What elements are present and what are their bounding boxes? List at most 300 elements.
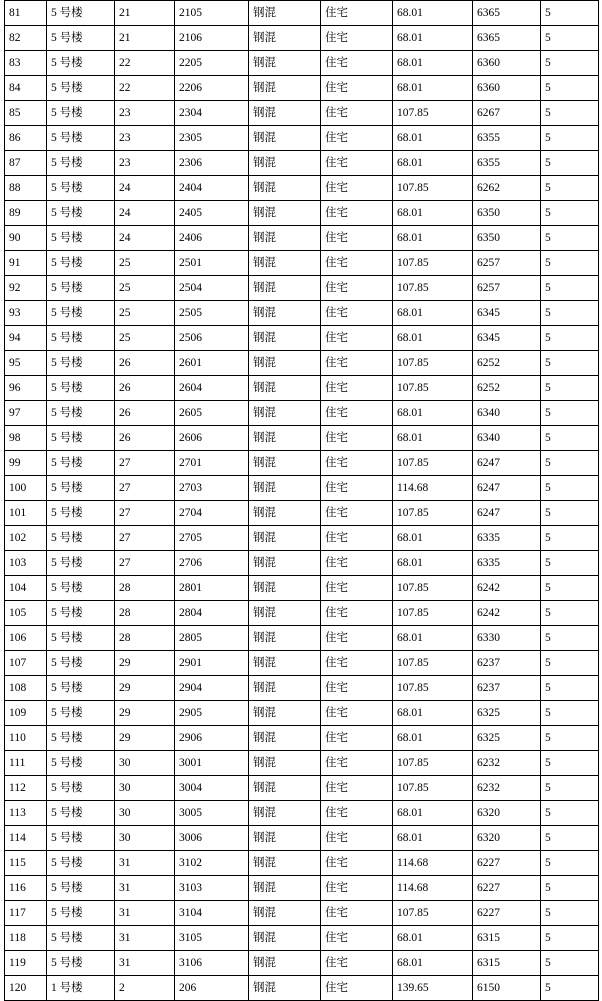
cell-room-number[interactable]: 2306 [175,151,249,176]
cell-unit-price[interactable]: 6150 [473,976,541,1001]
cell-area[interactable]: 68.01 [393,626,473,651]
cell-area[interactable]: 107.85 [393,651,473,676]
cell-structure[interactable]: 钢混 [249,651,321,676]
table-row[interactable] [5,726,599,751]
cell-building[interactable]: 5 号楼 [47,26,115,51]
table-row[interactable] [5,301,599,326]
cell-usage[interactable]: 住宅 [321,826,393,851]
cell-structure[interactable]: 钢混 [249,901,321,926]
cell-structure[interactable]: 钢混 [249,876,321,901]
cell-unit-price[interactable]: 6345 [473,326,541,351]
cell-room-number[interactable]: 3001 [175,751,249,776]
cell-room-number[interactable]: 2505 [175,301,249,326]
cell-usage[interactable]: 住宅 [321,651,393,676]
cell-building[interactable]: 5 号楼 [47,476,115,501]
cell-unit-price[interactable]: 6315 [473,951,541,976]
cell-row-index[interactable]: 109 [5,701,47,726]
cell-unit[interactable]: 30 [115,826,175,851]
cell-area[interactable]: 107.85 [393,251,473,276]
cell-floors[interactable]: 5 [541,401,599,426]
table-row[interactable] [5,151,599,176]
cell-floors[interactable]: 5 [541,476,599,501]
cell-floors[interactable]: 5 [541,501,599,526]
cell-room-number[interactable]: 2904 [175,676,249,701]
cell-room-number[interactable]: 3006 [175,826,249,851]
cell-building[interactable]: 5 号楼 [47,626,115,651]
cell-floors[interactable]: 5 [541,301,599,326]
cell-usage[interactable]: 住宅 [321,576,393,601]
table-row[interactable] [5,876,599,901]
cell-area[interactable]: 68.01 [393,526,473,551]
cell-structure[interactable]: 钢混 [249,801,321,826]
cell-room-number[interactable]: 2704 [175,501,249,526]
cell-floors[interactable]: 5 [541,201,599,226]
cell-room-number[interactable]: 2606 [175,426,249,451]
cell-usage[interactable]: 住宅 [321,126,393,151]
cell-area[interactable]: 107.85 [393,776,473,801]
cell-row-index[interactable]: 113 [5,801,47,826]
cell-structure[interactable]: 钢混 [249,1,321,26]
cell-room-number[interactable]: 2905 [175,701,249,726]
cell-building[interactable]: 5 号楼 [47,901,115,926]
cell-structure[interactable]: 钢混 [249,551,321,576]
cell-building[interactable]: 5 号楼 [47,726,115,751]
cell-unit-price[interactable]: 6355 [473,126,541,151]
table-row[interactable] [5,176,599,201]
table-row[interactable] [5,226,599,251]
cell-area[interactable]: 68.01 [393,951,473,976]
cell-building[interactable]: 5 号楼 [47,276,115,301]
cell-room-number[interactable]: 206 [175,976,249,1001]
table-row[interactable] [5,401,599,426]
cell-unit[interactable]: 25 [115,276,175,301]
cell-unit[interactable]: 21 [115,26,175,51]
cell-area[interactable]: 68.01 [393,701,473,726]
cell-area[interactable]: 68.01 [393,201,473,226]
cell-usage[interactable]: 住宅 [321,526,393,551]
cell-structure[interactable]: 钢混 [249,326,321,351]
cell-unit[interactable]: 31 [115,901,175,926]
cell-unit-price[interactable]: 6320 [473,826,541,851]
cell-area[interactable]: 68.01 [393,151,473,176]
cell-floors[interactable]: 5 [541,876,599,901]
table-row[interactable] [5,976,599,1001]
cell-building[interactable]: 5 号楼 [47,226,115,251]
cell-building[interactable]: 5 号楼 [47,376,115,401]
cell-row-index[interactable]: 88 [5,176,47,201]
cell-unit-price[interactable]: 6335 [473,526,541,551]
cell-area[interactable]: 68.01 [393,801,473,826]
cell-structure[interactable]: 钢混 [249,351,321,376]
cell-row-index[interactable]: 105 [5,601,47,626]
cell-usage[interactable]: 住宅 [321,176,393,201]
cell-row-index[interactable]: 115 [5,851,47,876]
cell-row-index[interactable]: 111 [5,751,47,776]
table-row[interactable] [5,126,599,151]
cell-unit[interactable]: 29 [115,676,175,701]
cell-unit-price[interactable]: 6330 [473,626,541,651]
cell-area[interactable]: 68.01 [393,726,473,751]
cell-building[interactable]: 5 号楼 [47,676,115,701]
cell-building[interactable]: 5 号楼 [47,326,115,351]
cell-structure[interactable]: 钢混 [249,176,321,201]
cell-row-index[interactable]: 98 [5,426,47,451]
table-row[interactable] [5,476,599,501]
cell-unit-price[interactable]: 6252 [473,351,541,376]
cell-room-number[interactable]: 2701 [175,451,249,476]
cell-row-index[interactable]: 93 [5,301,47,326]
cell-room-number[interactable]: 2705 [175,526,249,551]
cell-floors[interactable]: 5 [541,26,599,51]
cell-room-number[interactable]: 2901 [175,651,249,676]
cell-building[interactable]: 5 号楼 [47,801,115,826]
cell-row-index[interactable]: 83 [5,51,47,76]
cell-unit[interactable]: 28 [115,601,175,626]
cell-building[interactable]: 5 号楼 [47,701,115,726]
cell-row-index[interactable]: 84 [5,76,47,101]
cell-unit-price[interactable]: 6325 [473,701,541,726]
table-row[interactable] [5,676,599,701]
cell-usage[interactable]: 住宅 [321,701,393,726]
cell-floors[interactable]: 5 [541,776,599,801]
cell-usage[interactable]: 住宅 [321,451,393,476]
cell-row-index[interactable]: 103 [5,551,47,576]
cell-building[interactable]: 5 号楼 [47,951,115,976]
cell-unit-price[interactable]: 6237 [473,676,541,701]
table-row[interactable] [5,651,599,676]
cell-usage[interactable]: 住宅 [321,251,393,276]
cell-unit-price[interactable]: 6232 [473,751,541,776]
cell-floors[interactable]: 5 [541,126,599,151]
cell-unit[interactable]: 25 [115,251,175,276]
cell-unit[interactable]: 27 [115,476,175,501]
cell-room-number[interactable]: 2305 [175,126,249,151]
cell-usage[interactable]: 住宅 [321,951,393,976]
cell-room-number[interactable]: 3102 [175,851,249,876]
cell-area[interactable]: 107.85 [393,751,473,776]
cell-building[interactable]: 5 号楼 [47,251,115,276]
cell-unit-price[interactable]: 6242 [473,601,541,626]
cell-row-index[interactable]: 119 [5,951,47,976]
table-row[interactable] [5,326,599,351]
cell-usage[interactable]: 住宅 [321,626,393,651]
cell-unit[interactable]: 27 [115,501,175,526]
cell-unit-price[interactable]: 6247 [473,451,541,476]
cell-row-index[interactable]: 91 [5,251,47,276]
cell-area[interactable]: 107.85 [393,676,473,701]
table-row[interactable] [5,26,599,51]
cell-unit[interactable]: 26 [115,351,175,376]
cell-row-index[interactable]: 106 [5,626,47,651]
cell-row-index[interactable]: 108 [5,676,47,701]
cell-unit[interactable]: 25 [115,326,175,351]
cell-floors[interactable]: 5 [541,826,599,851]
cell-room-number[interactable]: 2706 [175,551,249,576]
cell-structure[interactable]: 钢混 [249,701,321,726]
cell-row-index[interactable]: 118 [5,926,47,951]
cell-area[interactable]: 107.85 [393,176,473,201]
cell-structure[interactable]: 钢混 [249,126,321,151]
cell-unit[interactable]: 26 [115,376,175,401]
cell-building[interactable]: 5 号楼 [47,426,115,451]
cell-unit-price[interactable]: 6227 [473,901,541,926]
cell-building[interactable]: 5 号楼 [47,751,115,776]
cell-row-index[interactable]: 101 [5,501,47,526]
table-row[interactable] [5,251,599,276]
cell-area[interactable]: 107.85 [393,376,473,401]
table-row[interactable] [5,751,599,776]
cell-structure[interactable]: 钢混 [249,451,321,476]
cell-floors[interactable]: 5 [541,426,599,451]
table-row[interactable] [5,451,599,476]
cell-area[interactable]: 107.85 [393,576,473,601]
cell-building[interactable]: 5 号楼 [47,176,115,201]
table-row[interactable] [5,551,599,576]
cell-unit[interactable]: 23 [115,126,175,151]
cell-area[interactable]: 114.68 [393,851,473,876]
cell-floors[interactable]: 5 [541,326,599,351]
cell-room-number[interactable]: 2406 [175,226,249,251]
cell-building[interactable]: 5 号楼 [47,851,115,876]
cell-usage[interactable]: 住宅 [321,976,393,1001]
cell-unit-price[interactable]: 6340 [473,426,541,451]
table-row[interactable] [5,601,599,626]
cell-structure[interactable]: 钢混 [249,676,321,701]
cell-usage[interactable]: 住宅 [321,326,393,351]
cell-building[interactable]: 5 号楼 [47,151,115,176]
cell-structure[interactable]: 钢混 [249,526,321,551]
cell-floors[interactable]: 5 [541,451,599,476]
cell-floors[interactable]: 5 [541,801,599,826]
cell-row-index[interactable]: 95 [5,351,47,376]
cell-floors[interactable]: 5 [541,276,599,301]
cell-room-number[interactable]: 2501 [175,251,249,276]
cell-usage[interactable]: 住宅 [321,201,393,226]
cell-row-index[interactable]: 100 [5,476,47,501]
cell-usage[interactable]: 住宅 [321,26,393,51]
cell-unit[interactable]: 27 [115,451,175,476]
cell-unit[interactable]: 31 [115,951,175,976]
cell-structure[interactable]: 钢混 [249,976,321,1001]
cell-building[interactable]: 5 号楼 [47,501,115,526]
cell-unit[interactable]: 30 [115,801,175,826]
cell-structure[interactable]: 钢混 [249,151,321,176]
table-row[interactable] [5,351,599,376]
cell-unit[interactable]: 24 [115,226,175,251]
cell-structure[interactable]: 钢混 [249,951,321,976]
cell-row-index[interactable]: 107 [5,651,47,676]
cell-unit[interactable]: 22 [115,51,175,76]
cell-structure[interactable]: 钢混 [249,926,321,951]
cell-unit[interactable]: 28 [115,626,175,651]
cell-structure[interactable]: 钢混 [249,51,321,76]
cell-structure[interactable]: 钢混 [249,276,321,301]
cell-row-index[interactable]: 114 [5,826,47,851]
cell-building[interactable]: 5 号楼 [47,826,115,851]
table-row[interactable] [5,426,599,451]
table-row[interactable] [5,51,599,76]
cell-room-number[interactable]: 2906 [175,726,249,751]
cell-area[interactable]: 114.68 [393,876,473,901]
cell-room-number[interactable]: 2601 [175,351,249,376]
cell-structure[interactable]: 钢混 [249,301,321,326]
cell-floors[interactable]: 5 [541,951,599,976]
cell-structure[interactable]: 钢混 [249,201,321,226]
cell-usage[interactable]: 住宅 [321,151,393,176]
table-row[interactable] [5,76,599,101]
cell-structure[interactable]: 钢混 [249,401,321,426]
cell-unit-price[interactable]: 6350 [473,201,541,226]
cell-area[interactable]: 68.01 [393,926,473,951]
cell-unit-price[interactable]: 6360 [473,51,541,76]
cell-area[interactable]: 107.85 [393,276,473,301]
cell-building[interactable]: 1 号楼 [47,976,115,1001]
cell-unit-price[interactable]: 6325 [473,726,541,751]
cell-unit-price[interactable]: 6365 [473,1,541,26]
cell-row-index[interactable]: 89 [5,201,47,226]
cell-floors[interactable]: 5 [541,101,599,126]
cell-usage[interactable]: 住宅 [321,851,393,876]
cell-usage[interactable]: 住宅 [321,676,393,701]
cell-floors[interactable]: 5 [541,851,599,876]
cell-unit[interactable]: 31 [115,926,175,951]
cell-unit[interactable]: 27 [115,551,175,576]
cell-usage[interactable]: 住宅 [321,301,393,326]
table-row[interactable] [5,951,599,976]
cell-usage[interactable]: 住宅 [321,101,393,126]
cell-unit[interactable]: 26 [115,426,175,451]
table-row[interactable] [5,776,599,801]
cell-floors[interactable]: 5 [541,676,599,701]
cell-area[interactable]: 107.85 [393,451,473,476]
cell-usage[interactable]: 住宅 [321,401,393,426]
cell-area[interactable]: 139.65 [393,976,473,1001]
cell-floors[interactable]: 5 [541,576,599,601]
cell-area[interactable]: 68.01 [393,301,473,326]
cell-usage[interactable]: 住宅 [321,276,393,301]
cell-building[interactable]: 5 号楼 [47,351,115,376]
table-row[interactable] [5,101,599,126]
cell-unit-price[interactable]: 6257 [473,276,541,301]
cell-unit-price[interactable]: 6345 [473,301,541,326]
cell-row-index[interactable]: 90 [5,226,47,251]
cell-usage[interactable]: 住宅 [321,776,393,801]
cell-row-index[interactable]: 96 [5,376,47,401]
cell-usage[interactable]: 住宅 [321,1,393,26]
cell-row-index[interactable]: 82 [5,26,47,51]
cell-floors[interactable]: 5 [541,551,599,576]
cell-row-index[interactable]: 87 [5,151,47,176]
cell-structure[interactable]: 钢混 [249,776,321,801]
cell-unit-price[interactable]: 6252 [473,376,541,401]
table-row[interactable] [5,276,599,301]
cell-unit[interactable]: 30 [115,751,175,776]
cell-room-number[interactable]: 2206 [175,76,249,101]
table-row[interactable] [5,1,599,26]
cell-room-number[interactable]: 3005 [175,801,249,826]
cell-unit[interactable]: 29 [115,651,175,676]
cell-structure[interactable]: 钢混 [249,101,321,126]
cell-structure[interactable]: 钢混 [249,251,321,276]
cell-unit[interactable]: 24 [115,201,175,226]
cell-building[interactable]: 5 号楼 [47,551,115,576]
cell-floors[interactable]: 5 [541,151,599,176]
cell-unit[interactable]: 23 [115,101,175,126]
cell-building[interactable]: 5 号楼 [47,76,115,101]
cell-room-number[interactable]: 2605 [175,401,249,426]
cell-area[interactable]: 68.01 [393,1,473,26]
cell-floors[interactable]: 5 [541,226,599,251]
cell-usage[interactable]: 住宅 [321,226,393,251]
cell-usage[interactable]: 住宅 [321,601,393,626]
cell-floors[interactable]: 5 [541,976,599,1001]
cell-building[interactable]: 5 号楼 [47,526,115,551]
cell-unit[interactable]: 24 [115,176,175,201]
cell-unit-price[interactable]: 6315 [473,926,541,951]
cell-building[interactable]: 5 号楼 [47,876,115,901]
cell-unit[interactable]: 28 [115,576,175,601]
cell-room-number[interactable]: 2304 [175,101,249,126]
cell-usage[interactable]: 住宅 [321,901,393,926]
cell-unit[interactable]: 29 [115,726,175,751]
cell-structure[interactable]: 钢混 [249,26,321,51]
cell-row-index[interactable]: 94 [5,326,47,351]
cell-structure[interactable]: 钢混 [249,576,321,601]
cell-floors[interactable]: 5 [541,701,599,726]
cell-unit[interactable]: 23 [115,151,175,176]
cell-unit-price[interactable]: 6247 [473,501,541,526]
cell-area[interactable]: 107.85 [393,351,473,376]
cell-unit-price[interactable]: 6335 [473,551,541,576]
cell-row-index[interactable]: 86 [5,126,47,151]
table-row[interactable] [5,526,599,551]
cell-room-number[interactable]: 3106 [175,951,249,976]
cell-building[interactable]: 5 号楼 [47,601,115,626]
table-row[interactable] [5,926,599,951]
table-row[interactable] [5,501,599,526]
cell-area[interactable]: 68.01 [393,326,473,351]
cell-usage[interactable]: 住宅 [321,76,393,101]
cell-unit[interactable]: 2 [115,976,175,1001]
cell-structure[interactable]: 钢混 [249,751,321,776]
cell-room-number[interactable]: 3004 [175,776,249,801]
table-row[interactable] [5,201,599,226]
cell-area[interactable]: 114.68 [393,476,473,501]
cell-unit[interactable]: 29 [115,701,175,726]
cell-usage[interactable]: 住宅 [321,801,393,826]
cell-unit[interactable]: 30 [115,776,175,801]
cell-usage[interactable]: 住宅 [321,426,393,451]
cell-area[interactable]: 68.01 [393,126,473,151]
cell-unit[interactable]: 21 [115,1,175,26]
cell-row-index[interactable]: 120 [5,976,47,1001]
cell-unit[interactable]: 31 [115,876,175,901]
cell-structure[interactable]: 钢混 [249,726,321,751]
cell-building[interactable]: 5 号楼 [47,776,115,801]
table-row[interactable] [5,826,599,851]
cell-area[interactable]: 68.01 [393,26,473,51]
cell-unit-price[interactable]: 6262 [473,176,541,201]
table-row[interactable] [5,801,599,826]
cell-unit-price[interactable]: 6355 [473,151,541,176]
cell-floors[interactable]: 5 [541,251,599,276]
cell-floors[interactable]: 5 [541,51,599,76]
cell-usage[interactable]: 住宅 [321,351,393,376]
cell-structure[interactable]: 钢混 [249,601,321,626]
cell-usage[interactable]: 住宅 [321,926,393,951]
cell-building[interactable]: 5 号楼 [47,451,115,476]
cell-unit[interactable]: 31 [115,851,175,876]
